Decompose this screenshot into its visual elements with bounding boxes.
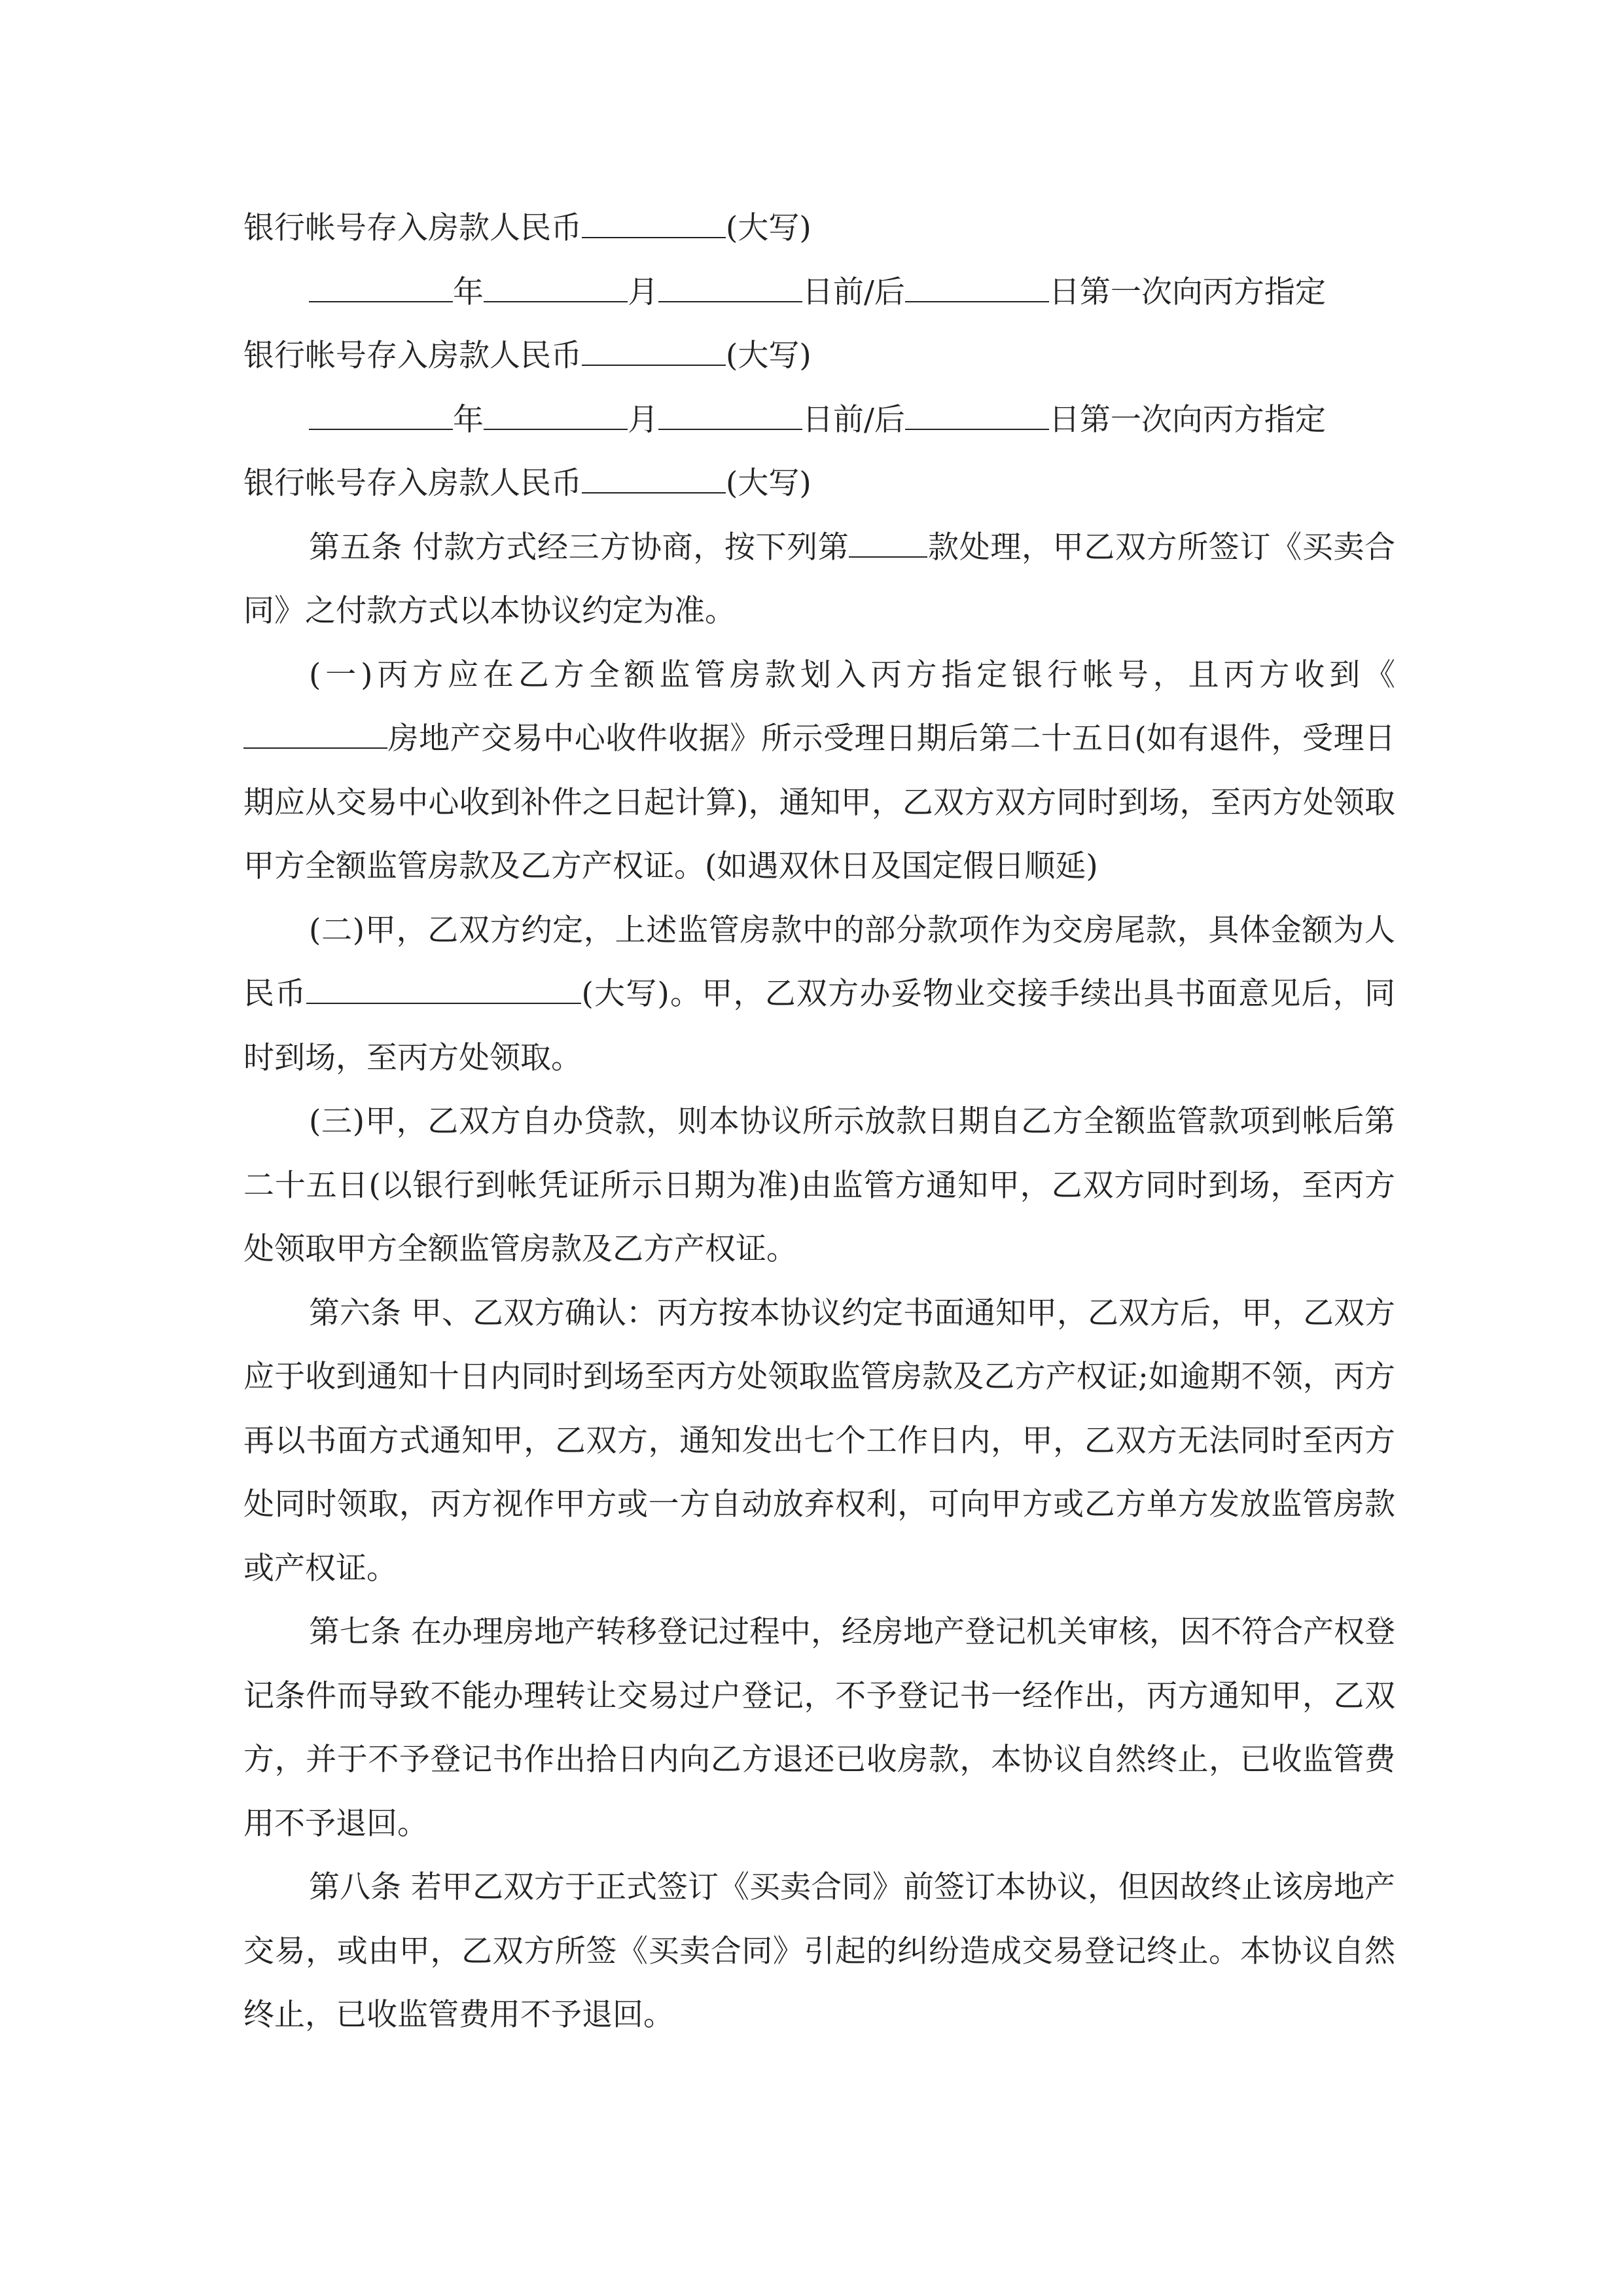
payment-line-1: 银行帐号存入房款人民币 (大写): [243, 196, 1395, 260]
year-blank: [309, 400, 453, 430]
payment-line-3: 银行帐号存入房款人民币 (大写): [243, 452, 1395, 516]
month-blank: [484, 272, 628, 302]
payment-line-2: 银行帐号存入房款人民币 (大写): [243, 324, 1395, 388]
year-blank: [309, 272, 453, 302]
final-payment-blank: [306, 974, 581, 1004]
article-5-item-1: (一)丙方应在乙方全额监管房款划入丙方指定银行帐号，且丙方收到《房地产交易中心收件收据》所示受理日期后第二十五日(如有退件，受理日期应从交易中心收到补件之日起计算)，通知甲，乙双方双方同时到场，至丙方处领取甲方全额监管房款及乙方产权证。(如遇双休日及国定假日顺延): [243, 656, 1395, 884]
article-6: 第六条 甲、乙双方确认：丙方按本协议约定书面通知甲，乙双方后，甲，乙双方应于收到通知十日内同时到场至丙方处领取监管房款及乙方产权证;如逾期不领，丙方再以书面方式通知甲，乙双方，通知发出七个工作日内，甲，乙双方无法同时至丙方处同时领取，丙方视作甲方或一方自动放弃权利，可向甲方或乙方单方发放监管房款或产权证。: [243, 1295, 1395, 1587]
clause-number-blank: [849, 528, 927, 558]
article-5-item-2: (二)甲，乙双方约定，上述监管房款中的部分款项作为交房尾款，具体金额为人民币 (大写)。甲，乙双方办妥物业交接手续出具书面意见后，同时到场，至丙方处领取。: [243, 912, 1396, 1076]
article-7: 第七条 在办理房地产转移登记过程中，经房地产登记机关审核，因不符合产权登记条件而导致不能办理转让交易过户登记，不予登记书一经作出，丙方通知甲，乙双方，并于不予登记书作出拾日内向乙方退还已收房款，本协议自然终止，已收监管费用不予退回。: [243, 1614, 1395, 1842]
days-blank: [905, 272, 1049, 302]
day-blank: [658, 400, 802, 430]
amount-blank: [582, 463, 726, 493]
amount-blank: [582, 336, 726, 366]
district-blank: [243, 719, 387, 749]
days-blank: [905, 400, 1049, 430]
article-5: 第五条 付款方式经三方协商，按下列第 款处理，甲乙双方所签订《买卖合同》之付款方式以本协议约定为准。: [243, 516, 1395, 643]
payment-date-row-3: 年 月 日前/后 日第一次向丙方指定: [243, 388, 1395, 452]
document-body: [243, 196, 1395, 2047]
amount-blank: [582, 208, 726, 238]
payment-date-row-2: 年 月 日前/后 日第一次向丙方指定: [243, 260, 1395, 325]
day-blank: [658, 272, 802, 302]
article-5-item-3: (三)甲，乙双方自办贷款，则本协议所示放款日期自乙方全额监管款项到帐后第二十五日(以银行到帐凭证所示日期为准)由监管方通知甲，乙双方同时到场，至丙方处领取甲方全额监管房款及乙方产权证。: [243, 1103, 1395, 1267]
article-8: 第八条 若甲乙双方于正式签订《买卖合同》前签订本协议，但因故终止该房地产交易，或由甲，乙双方所签《买卖合同》引起的纠纷造成交易登记终止。本协议自然终止，已收监管费用不予退回。: [243, 1869, 1395, 2033]
month-blank: [484, 400, 628, 430]
